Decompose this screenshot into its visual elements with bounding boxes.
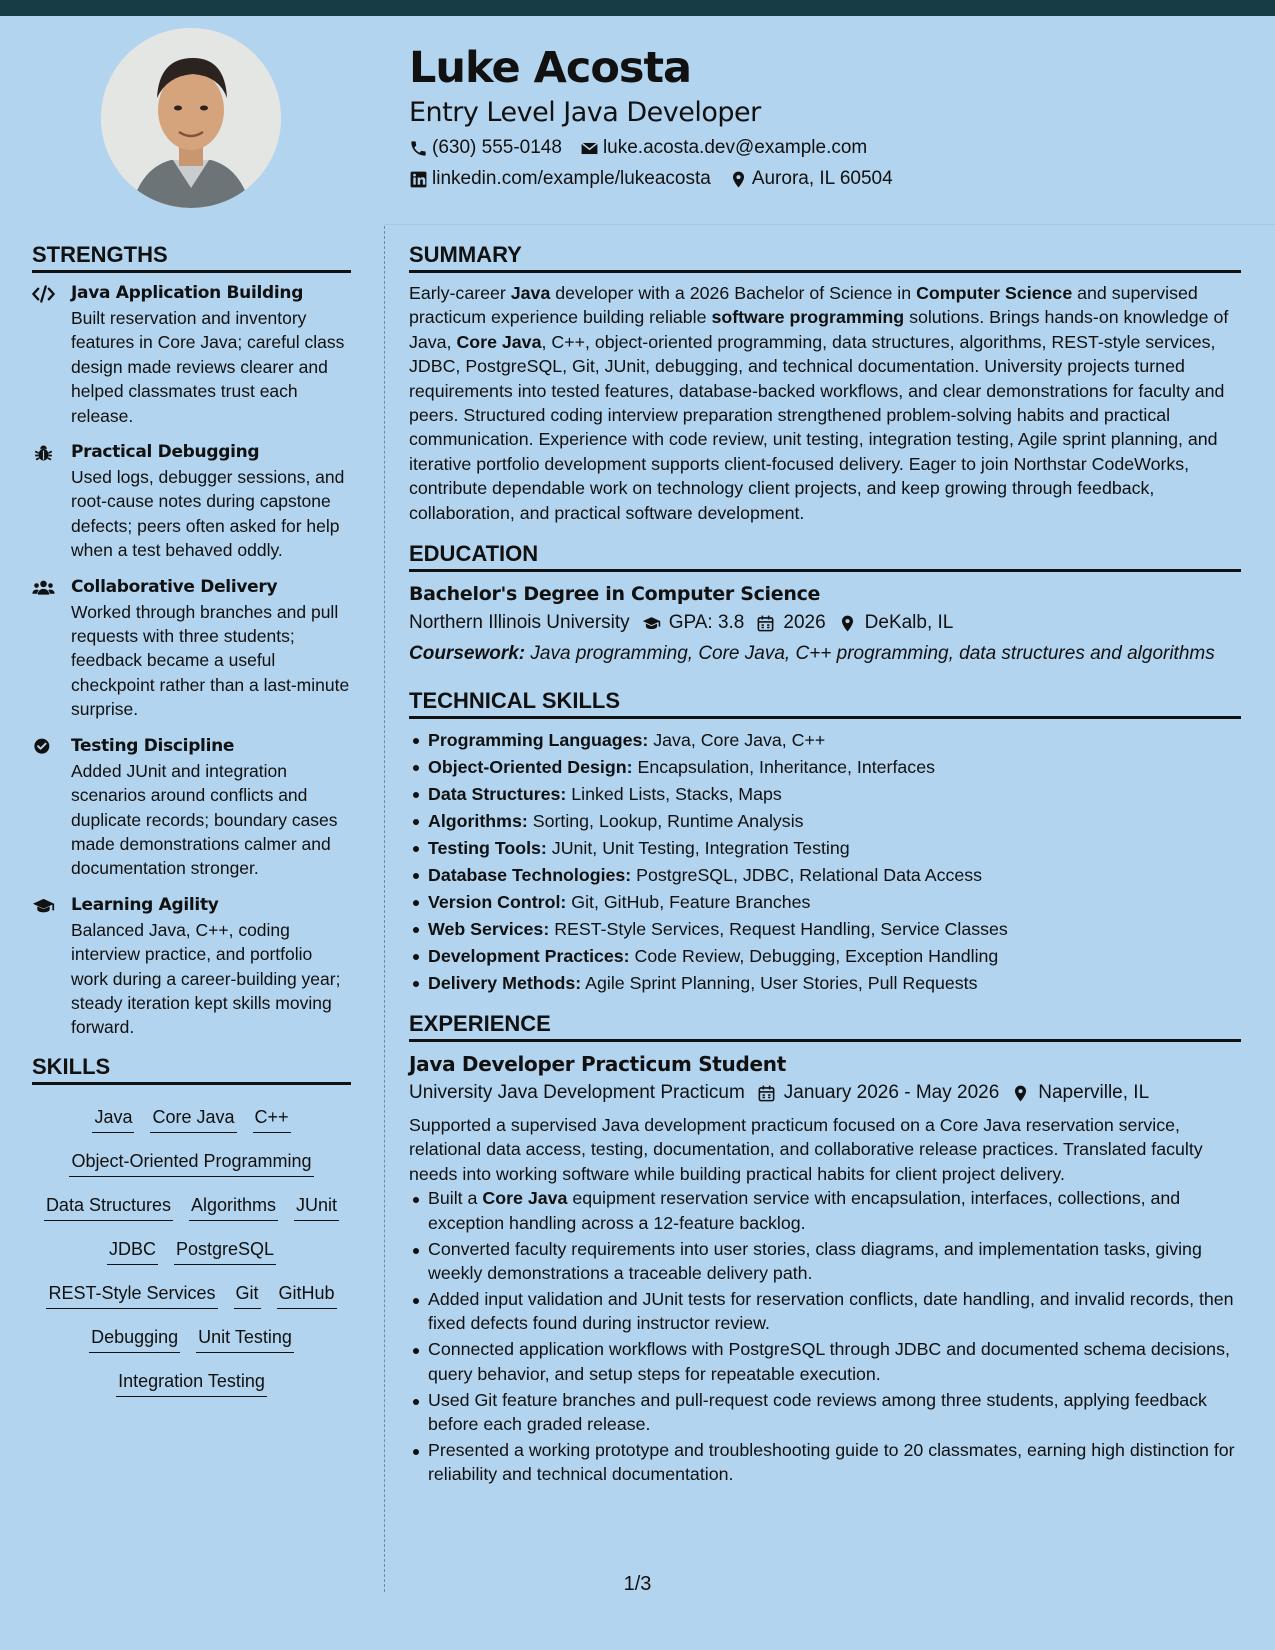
strength-title: Learning Agility [71,894,219,915]
skill-tag: PostgreSQL [174,1237,276,1265]
technical-skill-value: PostgreSQL, JDBC, Relational Data Access [631,865,983,886]
location-contact [729,167,893,191]
top-accent-bar [0,0,1275,16]
strength-description: Worked through branches and pull requests with three students; feedback became a useful checkpoint rather than a last-minute surprise. [71,601,350,720]
skill-tags [32,1093,351,1407]
experience-role: Java Developer Practicum Student [409,1052,786,1077]
linkedin-contact[interactable] [409,167,711,191]
technical-skill-value: Java, Core Java, C++ [648,730,826,751]
experience-bullet [409,1438,1241,1487]
coursework [409,642,1241,666]
coursework-text: Java programming, Core Java, C++ programming, data structures and algorithms [525,643,1215,665]
technical-skill-value: Git, GitHub, Feature Branches [566,892,811,913]
technical-skill-value: Code Review, Debugging, Exception Handling [629,946,999,967]
technical-skill-label: Algorithms: [428,811,528,832]
right-column [409,240,1241,1488]
technical-skill-value: Agile Sprint Planning, User Stories, Pull Requests [581,973,978,994]
profile-photo [101,28,281,208]
text-run: equipment reservation service with encapsulation, interfaces, collections, and exception handling across a 12-feature backlog. [428,1188,1181,1233]
text-run: Used Git feature branches and pull-request code reviews among three students, applying feedback before each graded release. [428,1389,1207,1434]
strength-description: Built reservation and inventory features in Core Java; careful class design made reviews clearer and helped classmates trust each release. [71,308,345,426]
experience-organization: University Java Development Practicum [409,1082,745,1104]
text-run: solutions. Brings hands-on knowledge of Java, [409,307,1229,352]
strength-title: Collaborative Delivery [71,576,278,597]
gpa: GPA: 3.8 [668,612,745,634]
experience-bullet [409,1287,1241,1336]
column-divider [384,226,385,1592]
strength-item [32,575,351,722]
technical-skill-item [409,970,1241,997]
code-icon [32,281,71,428]
coursework-label: Coursework: [409,643,526,665]
technical-skills-list [409,727,1241,997]
skill-tag: JUnit [294,1193,339,1221]
linkedin-url[interactable]: linkedin.com/example/lukeacosta [432,168,711,189]
technical-skill-item [409,943,1241,970]
strength-item [32,893,351,1040]
emphasized-text: Core Java [456,331,542,352]
map-pin-icon [1011,1084,1030,1103]
technical-skill-value: Sorting, Lookup, Runtime Analysis [527,811,804,832]
skill-tag: Git [234,1281,261,1309]
school-name: Northern Illinois University [409,612,630,634]
technical-skill-item [409,862,1241,889]
bug-icon [32,440,71,563]
strengths-list [32,281,351,1040]
experience-heading: EXPERIENCE [409,1009,1241,1042]
strength-item [32,440,351,563]
experience-meta [409,1078,1241,1108]
technical-skill-item [409,808,1241,835]
experience-bullet [409,1388,1241,1437]
skill-tag: REST-Style Services [46,1281,217,1309]
skill-tag: Debugging [89,1325,180,1353]
education-meta [409,608,1241,638]
experience-bullet [409,1186,1241,1235]
emphasized-text: Java [510,283,551,303]
text-run: Presented a working prototype and troubleshooting guide to 20 classmates, earning high distinction for reliability and technical documentation. [428,1439,1235,1485]
text-run: Added input validation and JUnit tests for reservation conflicts, date handling, and invalid records, then fixed defects found during instructor review. [428,1288,1234,1334]
calendar-icon [756,614,775,633]
text-run: developer with a 2026 Bachelor of Science in [550,283,917,303]
check-circle-icon [32,734,71,881]
skill-tag: Unit Testing [196,1325,294,1353]
technical-skill-label: Testing Tools: [428,838,547,859]
candidate-name: Luke Acosta [409,43,692,93]
technical-skill-value: JUnit, Unit Testing, Integration Testing [546,838,850,859]
technical-skill-item [409,835,1241,862]
strength-description: Balanced Java, C++, coding interview practice, and portfolio work during a career-building year; steady iteration kept skills moving forward. [71,919,341,1038]
left-column [32,240,351,1407]
text-run: Converted faculty requirements into user stories, class diagrams, and implementation tasks, giving weekly demonstrations a traceable delivery path. [428,1238,1202,1283]
technical-skill-item [409,727,1241,754]
skill-tag: Algorithms [189,1193,278,1221]
map-pin-icon [838,614,857,633]
technical-skill-label: Development Practices: [428,946,630,967]
email-address[interactable]: luke.acosta.dev@example.com [602,137,868,158]
technical-skill-label: Database Technologies: [428,865,632,886]
emphasized-text: Computer Science [916,283,1073,303]
skill-tag: Core Java [150,1105,236,1133]
summary-text [409,281,1241,525]
experience-bullet [409,1337,1241,1386]
technical-skill-value: Linked Lists, Stacks, Maps [566,784,782,805]
technical-skill-item [409,754,1241,781]
experience-description: Supported a supervised Java development practicum focused on a Core Java reservation service, relational data access, testing, documentation, and collaborative release practices. Translated faculty needs into working software while building practical habits for client project delivery. [409,1115,1203,1184]
phone-icon [409,139,428,158]
header-divider [384,224,1275,225]
skills-heading: SKILLS [32,1052,351,1085]
strength-item [32,734,351,881]
experience-dates: January 2026 - May 2026 [783,1082,1000,1104]
text-run: Built a [428,1188,483,1209]
strength-title: Java Application Building [71,283,304,303]
experience-location: Naperville, IL [1038,1082,1150,1104]
job-title: Entry Level Java Developer [409,97,761,128]
technical-skill-value: Encapsulation, Inheritance, Interfaces [632,757,935,778]
technical-skills-heading: TECHNICAL SKILLS [409,686,1241,719]
skill-tag: Integration Testing [116,1369,267,1397]
skill-tag: Data Structures [44,1193,173,1221]
skill-tag: Object-Oriented Programming [69,1149,313,1177]
strength-title: Testing Discipline [71,735,235,756]
technical-skill-label: Object-Oriented Design: [428,757,633,778]
page-number: 1/3 [623,1573,652,1595]
strength-title: Practical Debugging [71,442,260,463]
graduation-cap-icon [32,893,71,1040]
degree-title: Bachelor's Degree in Computer Science [409,583,821,606]
skill-tag: C++ [253,1105,291,1133]
technical-skill-label: Programming Languages: [428,730,649,751]
graduation-cap-icon [642,614,661,633]
technical-skill-item [409,889,1241,916]
emphasized-text: Core Java [482,1188,568,1209]
technical-skill-item [409,916,1241,943]
text-run: Early-career [409,283,511,303]
technical-skill-label: Version Control: [428,892,567,913]
experience-bullet [409,1237,1241,1286]
phone-number: (630) 555-0148 [432,137,562,158]
email-contact[interactable] [580,136,867,160]
skill-tag: Java [92,1105,134,1133]
summary-heading: SUMMARY [409,240,1241,273]
school-location: DeKalb, IL [864,612,954,634]
technical-skill-item [409,781,1241,808]
strengths-heading: STRENGTHS [32,240,351,273]
strength-description: Used logs, debugger sessions, and root-cause notes during capstone defects; peers often asked for help when a test behaved oddly. [71,467,345,561]
skill-tag: JDBC [107,1237,158,1265]
skill-tag: GitHub [277,1281,337,1309]
envelope-icon [580,139,599,158]
experience-bullets [409,1186,1241,1486]
phone-contact [409,136,562,160]
graduation-year: 2026 [783,612,826,634]
technical-skill-label: Delivery Methods: [428,973,582,994]
technical-skill-label: Data Structures: [428,784,567,805]
text-run: Connected application workflows with PostgreSQL through JDBC and documented schema decisions, query behavior, and setup steps for repeatable execution. [428,1339,1230,1384]
emphasized-text: software programming [711,307,905,328]
strength-item [32,281,351,428]
calendar-icon [757,1084,776,1103]
map-pin-icon [729,170,748,189]
strength-description: Added JUnit and integration scenarios around conflicts and duplicate records; boundary cases made demonstrations calmer and documentation stronger. [71,760,338,879]
technical-skill-label: Web Services: [428,919,550,940]
location-text: Aurora, IL 60504 [751,168,893,189]
technical-skill-value: REST-Style Services, Request Handling, Service Classes [549,919,1008,940]
resume-header [409,40,1229,191]
text-run: and supervised practicum experience building reliable [409,283,1198,328]
users-icon [32,575,71,722]
text-run: , C++, object-oriented programming, data structures, algorithms, REST-style services, JDBC, PostgreSQL, Git, JUnit, debugging, and technical documentation. University projects turned requirements into tested features, database-backed workflows, and clear demonstrations for faculty and peers. Structured coding interview preparation strengthened problem-solving habits and practical communication. Experience with code review, unit testing, integration testing, Agile sprint planning, and iterative portfolio development supports client-focused delivery. Eager to join Northstar CodeWorks, contribute dependable work on technology client projects, and keep growing through feedback, collaboration, and practical software development. [409,331,1225,523]
education-heading: EDUCATION [409,539,1241,572]
linkedin-icon [409,170,428,189]
